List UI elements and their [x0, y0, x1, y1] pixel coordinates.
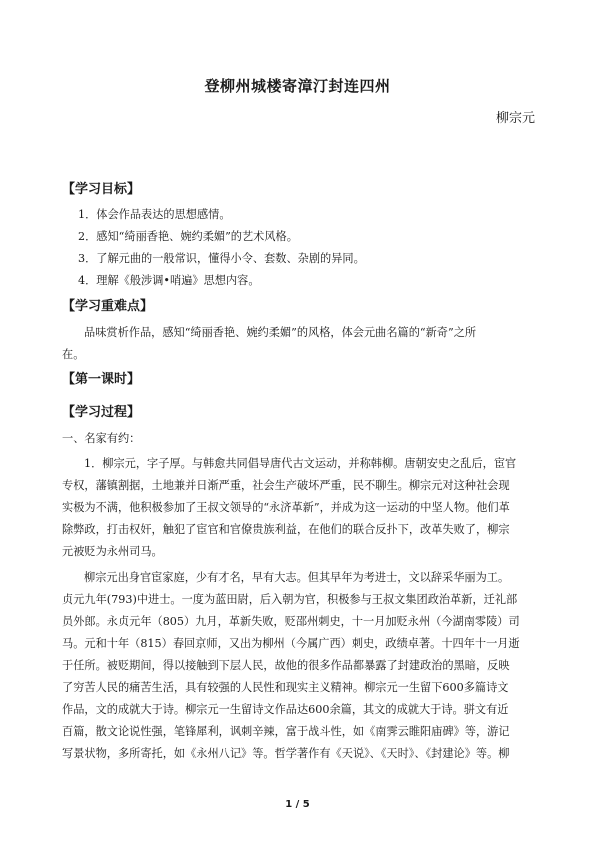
paragraph-line: 写景状物，多所寄托，如《永州八记》等。哲学著作有《天说》、《天时》、《封建论》等。柳	[62, 747, 510, 760]
lesson-heading: 【第一课时】	[62, 372, 141, 387]
objective-item: 2．感知“绮丽香艳、婉约柔媚”的艺术风格。	[78, 230, 298, 243]
section-subheading: 一、名家有约：	[62, 432, 141, 445]
paragraph-line: 柳宗元出身官宦家庭，少有才名，早有大志。但其早年为考进士，文以辞采华丽为工。	[84, 571, 510, 584]
paragraph-line: 贞元九年(793)中进士。一度为蓝田尉，后入朝为官，积极参与王叔文集团政治革新，迁礼部	[62, 593, 518, 606]
paragraph-line: 员外郎。永贞元年（805）九月，革新失败，贬邵州刺史，十一月加贬永州（今湖南零陵）司	[62, 615, 520, 628]
document-author: 柳宗元	[495, 111, 535, 126]
keypoints-heading: 【学习重难点】	[62, 299, 154, 314]
paragraph-line: 实极为不满，他积极参加了王叔文领导的“永济革新”，并成为这一运动的中坚人物。他们革	[62, 501, 510, 514]
document-title: 登柳州城楼寄漳汀封连四州	[204, 77, 391, 95]
keypoints-line: 在。	[62, 348, 85, 361]
process-heading: 【学习过程】	[62, 405, 141, 420]
paragraph-line: 1．柳宗元，字子厚。与韩愈共同倡导唐代古文运动，并称韩柳。唐朝安史之乱后，宦官	[84, 457, 517, 470]
paragraph-line: 了穷苦人民的痛苦生活，具有较强的人民性和现实主义精神。柳宗元一生留下600多篇诗文	[62, 681, 509, 694]
paragraph-line: 马。元和十年（815）春回京师，又出为柳州（今属广西）刺史，政绩卓著。十四年十一月逝	[62, 637, 520, 650]
objective-item: 3．了解元曲的一般常识，懂得小令、套数、杂剧的异同。	[78, 252, 365, 265]
objective-item: 1．体会作品表达的思想感情。	[78, 208, 231, 221]
paragraph-line: 专权，藩镇割据，土地兼并日渐严重，社会生产破坏严重，民不聊生。柳宗元对这种社会现	[62, 479, 510, 492]
paragraph-line: 除弊政，打击权奸，触犯了宦官和官僚贵族利益，在他们的联合反扑下，改革失败了，柳宗	[62, 523, 510, 536]
objectives-heading: 【学习目标】	[62, 182, 141, 197]
paragraph-line: 于任所。被贬期间，得以接触到下层人民，故他的很多作品都暴露了封建政治的黑暗，反映	[62, 659, 510, 672]
page-indicator: 1 / 5	[285, 799, 310, 810]
objective-item: 4．理解《般涉调•哨遍》思想内容。	[78, 274, 260, 287]
paragraph-line: 百篇，散文论说性强，笔锋犀利，讽刺辛辣，富于战斗性，如《南霁云睢阳庙碑》等，游记	[62, 725, 510, 738]
paragraph-line: 作品，文的成就大于诗。柳宗元一生留诗文作品达600余篇，其文的成就大于诗。骈文有近	[62, 703, 509, 716]
keypoints-line: 品味赏析作品，感知“绮丽香艳、婉约柔媚”的风格，体会元曲名篇的“新奇”之所	[84, 326, 477, 339]
paragraph-line: 元被贬为永州司马。	[62, 545, 163, 558]
